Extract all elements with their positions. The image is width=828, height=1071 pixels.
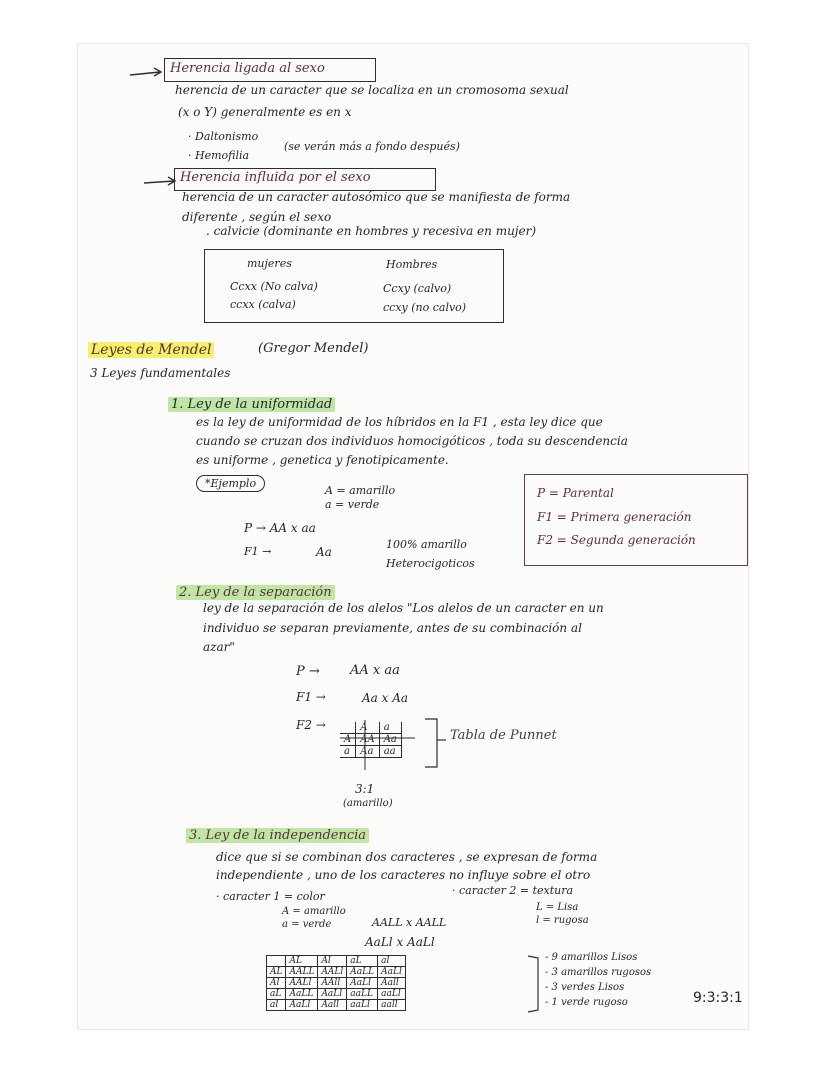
law1-example-label: *Ejemplo	[196, 475, 265, 492]
punnet-bracket	[425, 719, 437, 767]
punnet3-cell: aaLl	[378, 989, 406, 1000]
punnet3-cell: AaLL	[286, 989, 318, 1000]
law3-allele-l: l = rugosa	[536, 915, 589, 926]
law1-line2: cuando se cruzan dos individuos homocigóticos , toda su descendencia	[196, 434, 628, 448]
punnet3-cell: al	[378, 956, 406, 967]
law2-p-label: P →	[296, 664, 320, 679]
punnet2-row	[340, 746, 401, 758]
section1-note: (se verán más a fondo después)	[284, 140, 460, 153]
law3-result-2: - 3 amarillos rugosos	[545, 967, 652, 978]
legend-f2: F2 = Segunda generación	[537, 533, 696, 547]
punnet2-cell: Aa	[379, 734, 401, 746]
law1-line1: es la ley de uniformidad de los híbridos en la F1 , esta ley dice que	[196, 415, 603, 429]
law3-line2: independiente , uno de los caracteres no influye sobre el otro	[216, 868, 591, 882]
punnet-label: Tabla de Punnet	[450, 728, 557, 743]
punnet3-cell: AaLl	[347, 978, 378, 989]
punnet3-cell: AL	[286, 956, 318, 967]
punnet2-cell: a	[379, 722, 401, 734]
law1-f1-result: Aa	[316, 545, 332, 559]
punnet3-cell: Al	[267, 978, 286, 989]
punnet3-cell: aL	[347, 956, 378, 967]
calvicie-col2-header: Hombres	[386, 258, 438, 271]
law1-allele-a: a = verde	[325, 498, 380, 511]
law1-title	[168, 397, 335, 412]
law2-title-text: 2. Ley de la separación	[176, 585, 335, 600]
punnet3-cell: aL	[267, 989, 286, 1000]
law1-percent: 100% amarillo	[386, 538, 467, 551]
law1-f1-label: F1 →	[244, 545, 272, 558]
punnet3-cell: AaLl	[378, 967, 406, 978]
punnet2-cell: A	[340, 734, 356, 746]
law2-line1: ley de la separación de los alelos "Los alelos de un caracter en un	[203, 601, 604, 615]
punnet3-cell: AL	[267, 967, 286, 978]
law1-line3: es uniforme , genetica y fenotipicamente.	[196, 453, 449, 467]
section2-line2: diferente , según el sexo	[182, 210, 332, 224]
punnet3-cell: AaLL	[347, 967, 378, 978]
punnet3-row	[267, 978, 406, 989]
law2-ratio: 3:1	[355, 782, 375, 796]
punnet3-cell: AALl	[286, 978, 318, 989]
punnet2-row	[340, 722, 401, 734]
section1-line1: herencia de un caracter que se localiza en un cromosoma sexual	[175, 83, 569, 97]
punnet3-cell	[267, 956, 286, 967]
law2-title	[176, 585, 335, 600]
punnet3-cell: Aall	[318, 1000, 347, 1011]
punnet3-cell: Aall	[378, 978, 406, 989]
section2-line1: herencia de un caracter autosómico que se manifiesta de forma	[182, 190, 571, 204]
section2-title: Herencia influida por el sexo	[180, 170, 371, 185]
law3-allele-A: A = amarillo	[282, 906, 346, 917]
law3-cross2: AaLl x AaLl	[365, 935, 435, 949]
law2-line2: individuo se separan previamente, antes de su combinación al	[203, 621, 582, 635]
results-bracket	[528, 956, 538, 1012]
punnet3-cell: al	[267, 1000, 286, 1011]
punnet3-cell: AaLl	[286, 1000, 318, 1011]
law3-title-text: 3. Ley de la independencia	[186, 828, 369, 843]
calvicie-col2-row2: ccxy (no calvo)	[383, 301, 467, 314]
punnet2-cell: A	[356, 722, 379, 734]
mendel-title-text: Leyes de Mendel	[88, 342, 214, 358]
law3-allele-L: L = Lisa	[536, 902, 579, 913]
calvicie-col1-header: mujeres	[247, 257, 292, 270]
punnet3-row	[267, 956, 406, 967]
mendel-subtitle: 3 Leyes fundamentales	[90, 366, 231, 380]
arrow-2-line	[144, 181, 174, 183]
punnet3-cell: AAll	[318, 978, 347, 989]
section1-bullet1: · Daltonismo	[188, 130, 259, 143]
law2-ratio-note: (amarillo)	[343, 798, 393, 809]
law3-allele-a: a = verde	[282, 919, 332, 930]
section1-bullet2: · Hemofilia	[188, 149, 250, 162]
law3-result-1: - 9 amarillos Lisos	[545, 952, 638, 963]
law3-cross1: AALL x AALL	[372, 916, 447, 929]
punnet2-cell	[340, 722, 356, 734]
section1-title: Herencia ligada al sexo	[170, 61, 325, 76]
punnet3-cell: AALL	[286, 967, 318, 978]
law2-line3: azar"	[203, 640, 235, 654]
punnet2-cell: aa	[379, 746, 401, 758]
punnet3-cell: aall	[378, 1000, 406, 1011]
calvicie-col1-row2: ccxx (calva)	[230, 298, 296, 311]
punnet3-cell: AaLl	[318, 989, 347, 1000]
punnet3-cell: aaLl	[347, 1000, 378, 1011]
law1-title-text: 1. Ley de la uniformidad	[168, 397, 335, 412]
punnet2-cell: Aa	[356, 746, 379, 758]
law1-p-cross: P → AA x aa	[244, 521, 316, 535]
punnet3-row	[267, 1000, 406, 1011]
punnet3-cell: AALl	[318, 967, 347, 978]
mendel-author: (Gregor Mendel)	[258, 341, 369, 356]
law3-ratio: 9:3:3:1	[693, 990, 743, 1006]
section2-line3: . calvicie (dominante en hombres y recesiva en mujer)	[206, 224, 537, 238]
law3-result-4: - 1 verde rugoso	[545, 997, 628, 1008]
law2-f1-label: F1 →	[296, 690, 326, 704]
mendel-title	[88, 342, 214, 358]
punnet3-cell: aaLL	[347, 989, 378, 1000]
law2-p-cross: AA x aa	[350, 663, 400, 678]
law3-line1: dice que si se combinan dos caracteres , se expresan de forma	[216, 850, 598, 864]
punnet2-cell: a	[340, 746, 356, 758]
law1-hetero: Heterocigoticos	[386, 557, 475, 570]
law2-f2-label: F2 →	[296, 718, 326, 732]
calvicie-col1-row1: Ccxx (No calva)	[230, 280, 318, 293]
law2-f1-cross: Aa x Aa	[362, 691, 409, 705]
legend-f1: F1 = Primera generación	[537, 510, 692, 524]
law2-punnet-table	[340, 722, 402, 758]
law3-punnet-table	[266, 955, 406, 1011]
punnet3-row	[267, 989, 406, 1000]
punnet2-cell: AA	[356, 734, 379, 746]
law3-char2: · caracter 2 = textura	[452, 884, 574, 897]
legend-parental: P = Parental	[537, 486, 614, 500]
law3-char1: · caracter 1 = color	[216, 890, 325, 903]
calvicie-col2-row1: Ccxy (calvo)	[383, 282, 452, 295]
law3-title	[186, 828, 369, 843]
punnet3-row	[267, 967, 406, 978]
section1-line2: (x o Y) generalmente es en x	[178, 105, 352, 119]
punnet2-row	[340, 734, 401, 746]
law3-result-3: - 3 verdes Lisos	[545, 982, 625, 993]
punnet3-cell: Al	[318, 956, 347, 967]
law1-allele-A: A = amarillo	[325, 484, 396, 497]
